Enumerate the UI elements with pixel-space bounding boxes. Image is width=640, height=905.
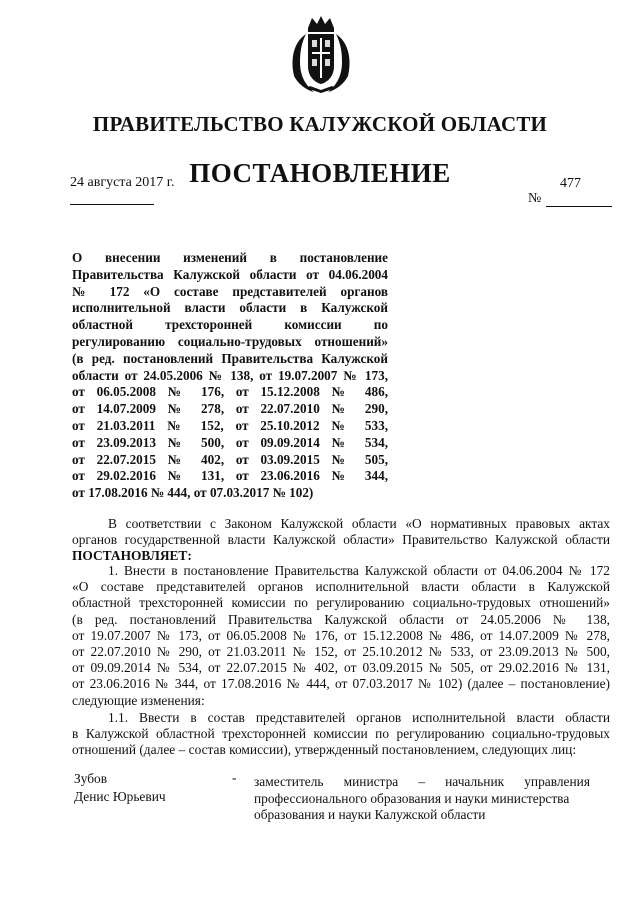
subject-line: от 22.07.2015 № 402, от 03.09.2015 № 505,: [72, 451, 388, 467]
paragraph-line: органов государственной власти Калужской области» Правительство Калужской области: [72, 532, 610, 548]
document-number: 477: [560, 176, 581, 191]
paragraph-line: (в ред. постановлений Правительства Калужской области от 24.05.2006 № 138,: [72, 611, 610, 627]
document-date: 24 августа 2017 г.: [70, 175, 175, 190]
subject-line: области от 24.05.2006 № 138, от 19.07.2007 № 173,: [72, 367, 388, 383]
subject-line: от 14.07.2009 № 278, от 22.07.2010 № 290,: [72, 401, 388, 417]
paragraph-line: областной трехсторонней комиссии по регулированию социально-трудовых отношений»: [72, 595, 610, 611]
paragraph-line: от 09.09.2014 № 534, от 22.07.2015 № 402, от 03.09.2015 № 505, от 29.02.2016 № 131,: [72, 660, 610, 676]
member-surname: Зубов: [74, 771, 108, 786]
position-line: образования и науки Калужской области: [254, 807, 486, 822]
subject-line: от 23.09.2013 № 500, от 09.09.2014 № 534,: [72, 434, 388, 450]
paragraph-line: следующие изменения:: [72, 692, 205, 708]
paragraph-line: «О составе представителей органов исполнительной власти области в Калужской: [72, 579, 610, 595]
subject-line: регулированию социально-трудовых отношений»: [72, 333, 388, 349]
document-type-title: ПОСТАНОВЛЕНИЕ: [189, 158, 451, 188]
position-line: профессионального образования и науки министерства: [254, 790, 570, 806]
subject-line: О внесении изменений в постановление: [72, 250, 388, 265]
government-title: ПРАВИТЕЛЬСТВО КАЛУЖСКОЙ ОБЛАСТИ: [92, 112, 548, 136]
paragraph-line: 1.1. Ввести в состав представителей органов исполнительной власти области: [108, 710, 610, 725]
paragraph-line: в Калужской областной трехсторонней комиссии по регулированию социально-трудовых: [72, 726, 610, 742]
paragraph-line: 1. Внести в постановление Правительства Калужской области от 04.06.2004 № 172: [108, 563, 610, 578]
member-given-names: Денис Юрьевич: [74, 789, 166, 804]
member-position: [254, 774, 590, 824]
item-1-1-paragraph: [72, 710, 610, 759]
subject-line: (в ред. постановлений Правительства Калужской: [72, 350, 388, 366]
member-dash: -: [232, 770, 237, 785]
subject-line: от 17.08.2016 № 444, от 07.03.2017 № 102): [72, 485, 314, 501]
coat-of-arms-icon: [288, 14, 354, 94]
document-subject: [72, 250, 388, 502]
paragraph-line: от 23.06.2016 № 344, от 17.08.2016 № 444, от 07.03.2017 № 102) (далее – постановление): [72, 676, 610, 692]
paragraph-line: В соответствии с Законом Калужской области «О нормативных правовых актах: [108, 516, 610, 531]
number-underline: [546, 206, 612, 207]
paragraph-line: отношений (далее – состав комиссии), утвержденный постановлением, следующих лиц:: [72, 742, 577, 758]
preamble-paragraph: [72, 516, 610, 565]
paragraph-line: от 19.07.2007 № 173, от 06.05.2008 № 176, от 15.12.2008 № 486, от 14.07.2009 № 278,: [72, 627, 610, 643]
subject-line: от 21.03.2011 № 152, от 25.10.2012 № 533,: [72, 417, 388, 433]
subject-line: областной трехсторонней комиссии по: [72, 317, 388, 333]
subject-line: от 06.05.2008 № 176, от 15.12.2008 № 486,: [72, 384, 388, 400]
document-number-label: №: [528, 191, 542, 206]
subject-line: от 29.02.2016 № 131, от 23.06.2016 № 344,: [72, 468, 388, 484]
position-line: заместитель министра – начальник управления: [254, 774, 590, 789]
decree-word: ПОСТАНОВЛЯЕТ:: [72, 548, 192, 564]
subject-line: № 172 «О составе представителей органов: [72, 283, 388, 299]
member-name: [74, 770, 166, 806]
paragraph-line: от 22.07.2010 № 290, от 21.03.2011 № 152, от 25.10.2012 № 533, от 23.09.2013 № 500,: [72, 644, 610, 660]
subject-line: исполнительной власти области в Калужской: [72, 300, 388, 316]
subject-line: Правительства Калужской области от 04.06.2004: [72, 266, 388, 282]
date-underline: [70, 204, 154, 205]
item-1-paragraph: [72, 563, 610, 709]
